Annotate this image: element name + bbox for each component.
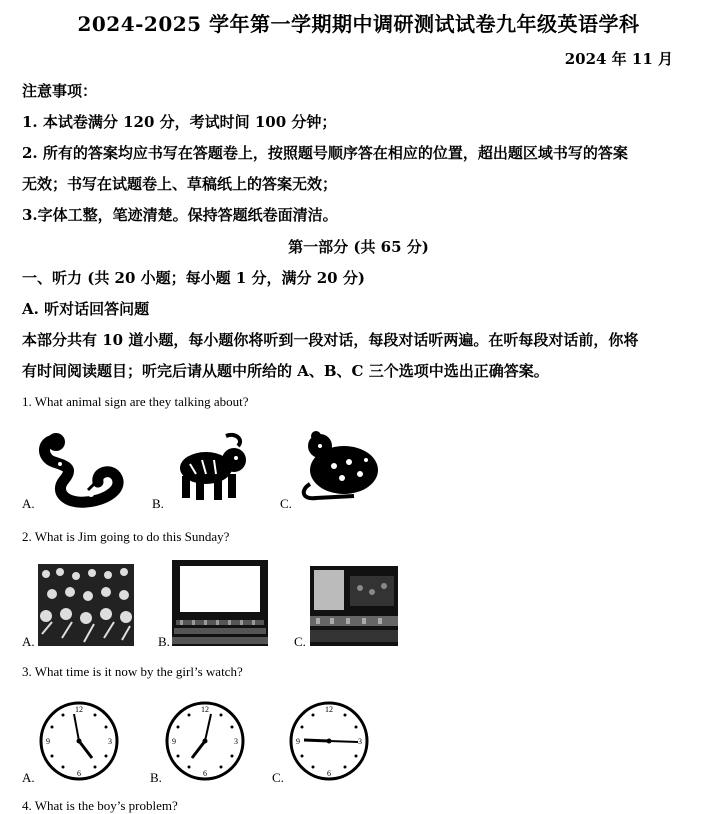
svg-text:9: 9	[172, 737, 176, 746]
question-1: 1. What animal sign are they talking about?	[22, 394, 249, 409]
theater-stage-image	[310, 566, 398, 646]
option-c: C.	[280, 496, 292, 511]
snake-icon	[36, 428, 128, 508]
page-title: 2024-2025 学年第一学期期中调研测试试卷九年级英语学科	[77, 12, 640, 36]
subsection-heading: A. 听对话回答问题	[22, 300, 150, 318]
instructions-line-1: 本部分共有 10 道小题，每小题你将听到一段对话，每段对话听两遍。在听每段对话前，你将	[22, 331, 639, 349]
svg-text:3: 3	[108, 737, 112, 746]
option-c: C.	[272, 770, 284, 785]
svg-text:9: 9	[46, 737, 50, 746]
svg-text:12: 12	[325, 705, 333, 714]
clock-icon	[38, 700, 120, 782]
svg-text:3: 3	[358, 737, 362, 746]
svg-text:9: 9	[296, 737, 300, 746]
svg-text:6: 6	[77, 769, 81, 778]
question-4-partial: 4. What is the boy’s problem?	[22, 798, 178, 813]
section-heading: 一、听力 (共 20 小题；每小题 1 分，满分 20 分)	[22, 269, 365, 287]
clock-icon	[288, 700, 370, 782]
option-a: A.	[22, 770, 35, 785]
tiger-icon	[166, 430, 252, 504]
question-3: 3. What time is it now by the girl’s watch?	[22, 664, 243, 679]
notice-item-1: 1. 本试卷满分 120 分，考试时间 100 分钟；	[22, 113, 337, 131]
option-c: C.	[294, 634, 306, 649]
notice-item-2-cont: 无效；书写在试题卷上、草稿纸上的答案无效；	[22, 175, 338, 193]
concert-crowd-image	[38, 564, 134, 646]
option-b: B.	[150, 770, 162, 785]
part-heading: 第一部分 (共 65 分)	[288, 238, 429, 256]
option-a: A.	[22, 496, 35, 511]
option-b: B.	[158, 634, 170, 649]
notice-item-2: 2. 所有的答案均应书写在答题卷上，按照题号顺序答在相应的位置，超出题区域书写的答案	[22, 144, 628, 162]
svg-text:6: 6	[327, 769, 331, 778]
notice-heading: 注意事项：	[22, 82, 98, 100]
rat-icon	[294, 426, 386, 504]
exam-date: 2024 年 11 月	[564, 50, 673, 68]
svg-text:6: 6	[203, 769, 207, 778]
question-2: 2. What is Jim going to do this Sunday?	[22, 529, 230, 544]
notice-item-3: 3.字体工整，笔迹清楚。保持答题纸卷面清洁。	[22, 206, 338, 224]
clock-icon	[164, 700, 246, 782]
option-b: B.	[152, 496, 164, 511]
svg-text:12: 12	[201, 705, 209, 714]
option-a: A.	[22, 634, 35, 649]
instructions-line-2: 有时间阅读题目；听完后请从题中所给的 A、B、C 三个选项中选出正确答案。	[22, 362, 549, 380]
svg-text:12: 12	[75, 705, 83, 714]
cinema-image	[172, 560, 268, 646]
svg-text:3: 3	[234, 737, 238, 746]
